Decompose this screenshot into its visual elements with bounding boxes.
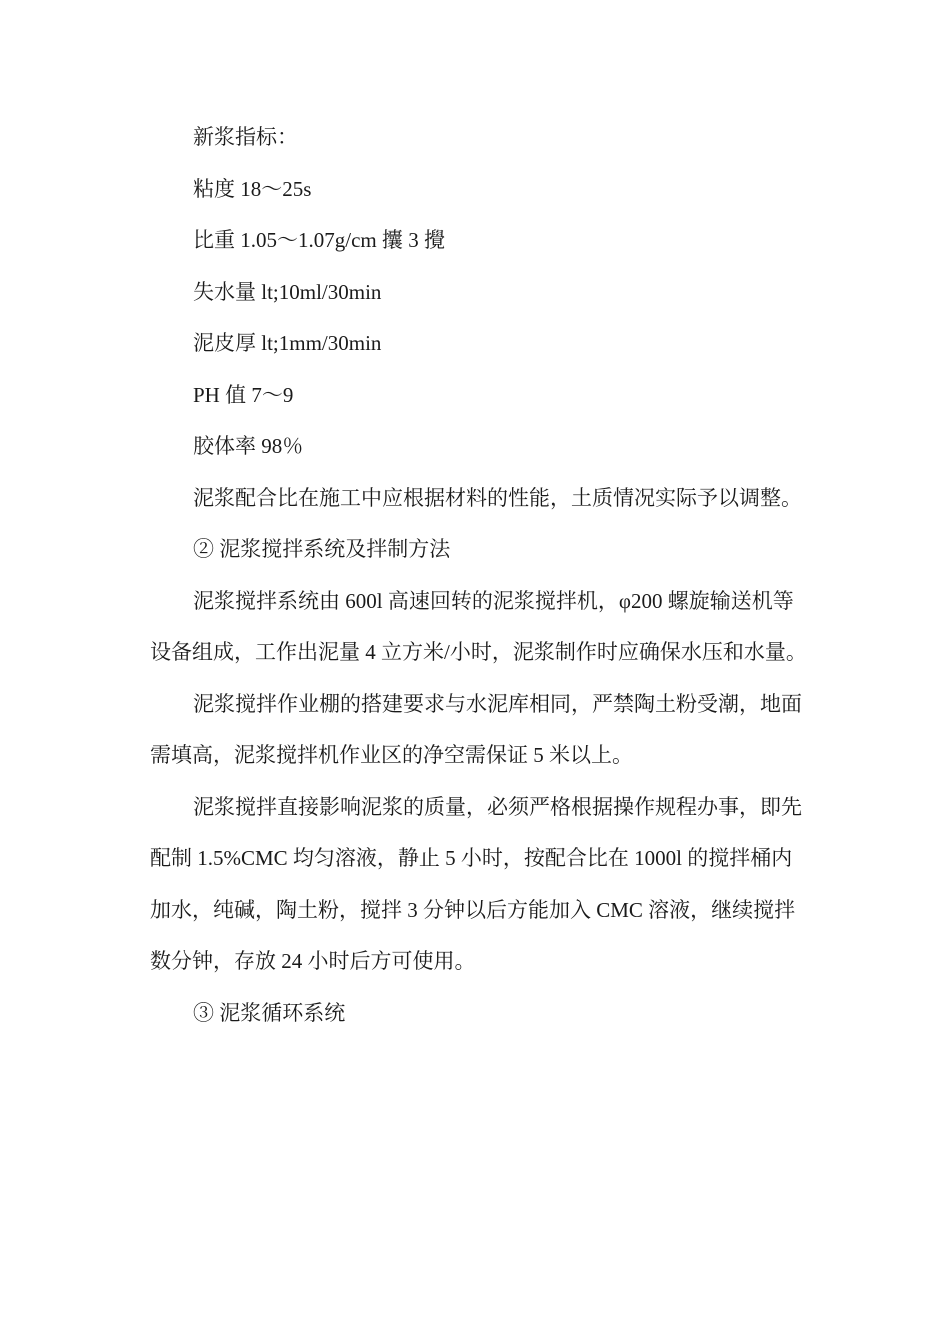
paragraph-mixing-procedure: 泥浆搅拌直接影响泥浆的质量，必须严格根据操作规程办事，即先配制 1.5%CMC 均匀溶液，静止 5 小时，按配合比在 1000l 的搅拌桶内加水，纯碱，陶土粉，搅拌 3 分钟以后方能加入 CMC 溶液，继续搅拌数分钟，存放 24 小时后方可使用。 [150,794,802,973]
paragraph-viscosity: 粘度 18～25s [193,176,312,201]
paragraph-water-loss: 失水量 lt;10ml/30min [193,279,382,304]
paragraph-colloid-rate: 胶体率 98％ [193,434,304,458]
paragraph-ph-value: PH 值 7～9 [193,382,294,407]
paragraph-mix-ratio: 泥浆配合比在施工中应根据材料的性能，土质情况实际予以调整。 [193,485,802,510]
section-heading-circulation-system: ③ 泥浆循环系统 [193,1000,346,1025]
document-body [150,112,810,1039]
paragraph-mixing-equipment: 泥浆搅拌系统由 600l 高速回转的泥浆搅拌机，φ200 螺旋输送机等设备组成，工作出泥量 4 立方米/小时，泥浆制作时应确保水压和水量。 [150,588,807,664]
paragraph-mud-cake: 泥皮厚 lt;1mm/30min [193,331,382,355]
paragraph-specific-gravity: 比重 1.05～1.07g/cm 攮 3 攪 [193,228,445,252]
paragraph-new-slurry-heading: 新浆指标： [193,125,298,149]
section-heading-mixing-system: ② 泥浆搅拌系统及拌制方法 [193,537,451,561]
paragraph-mixing-shed: 泥浆搅拌作业棚的搭建要求与水泥库相同，严禁陶土粉受潮，地面需填高，泥浆搅拌机作业区的净空需保证 5 米以上。 [150,691,802,767]
